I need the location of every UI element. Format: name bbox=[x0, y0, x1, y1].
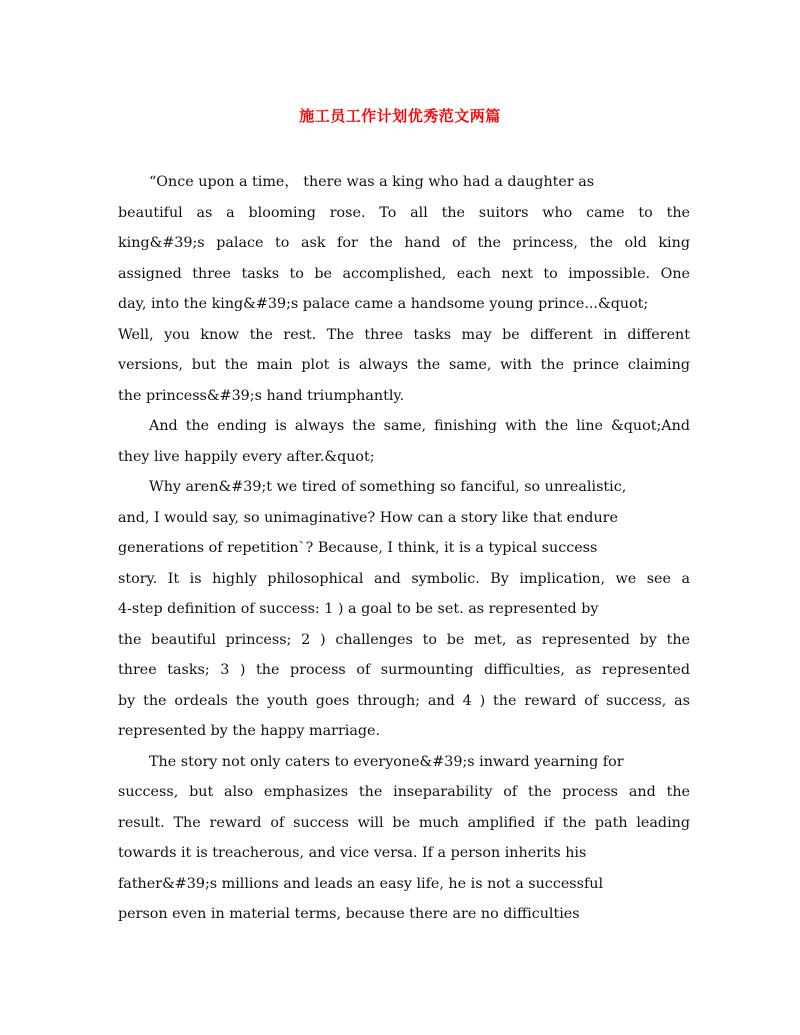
text-line: three tasks; 3 ) the process of surmounting difficulties, as represented bbox=[118, 662, 690, 678]
text-line: by the ordeals the youth goes through; and 4 ) the reward of success, as bbox=[118, 692, 690, 709]
text-line: generations of repetition`? Because, I think, it is a typical success bbox=[118, 540, 598, 556]
text-line: the beautiful princess; 2 ) challenges to be met, as represented by the bbox=[118, 631, 690, 648]
text-line: represented by the happy marriage. bbox=[118, 723, 381, 739]
text-line: Well, you know the rest. The three tasks may be different in different bbox=[118, 326, 690, 343]
text-line: and, I would say, so unimaginative? How can a story like that endure bbox=[118, 509, 618, 526]
text-line: Why aren&#39;t we tired of something so fanciful, so unrealistic, bbox=[149, 479, 627, 495]
text-line: towards it is treacherous, and vice versa. If a person inherits his bbox=[118, 845, 587, 861]
text-line: versions, but the main plot is always the same, with the prince claiming bbox=[118, 357, 690, 373]
text-line: person even in material terms, because there are no difficulties bbox=[118, 906, 580, 922]
document-title: 施工员工作计划优秀范文两篇 bbox=[299, 107, 501, 125]
text-line: success, but also emphasizes the inseparability of the process and the bbox=[118, 784, 690, 800]
text-line: The story not only caters to everyone&#39;s inward yearning for bbox=[149, 753, 624, 770]
text-line: they live happily every after.&quot; bbox=[118, 448, 375, 465]
text-line: father&#39;s millions and leads an easy life, he is not a successful bbox=[118, 875, 604, 892]
text-line: the princess&#39;s hand triumphantly. bbox=[118, 387, 405, 404]
text-line: beautiful as a blooming rose. To all the suitors who came to the bbox=[118, 204, 690, 221]
text-line: And the ending is always the same, finishing with the line &quot;And bbox=[149, 418, 690, 434]
text-line: king&#39;s palace to ask for the hand of the princess, the old king bbox=[118, 235, 690, 251]
text-line: 4-step definition of success: 1 ) a goal to be set. as represented by bbox=[118, 601, 599, 617]
text-line: result. The reward of success will be much amplified if the path leading bbox=[118, 814, 690, 831]
text-line: day, into the king&#39;s palace came a handsome young prince...&quot; bbox=[118, 296, 649, 312]
text-line: story. It is highly philosophical and symbolic. By implication, we see a bbox=[118, 570, 690, 587]
text-line: assigned three tasks to be accomplished, each next to impossible. One bbox=[118, 265, 690, 282]
text-line: “Once upon a time， there was a king who had a daughter as bbox=[149, 174, 595, 190]
document-body bbox=[118, 167, 690, 930]
